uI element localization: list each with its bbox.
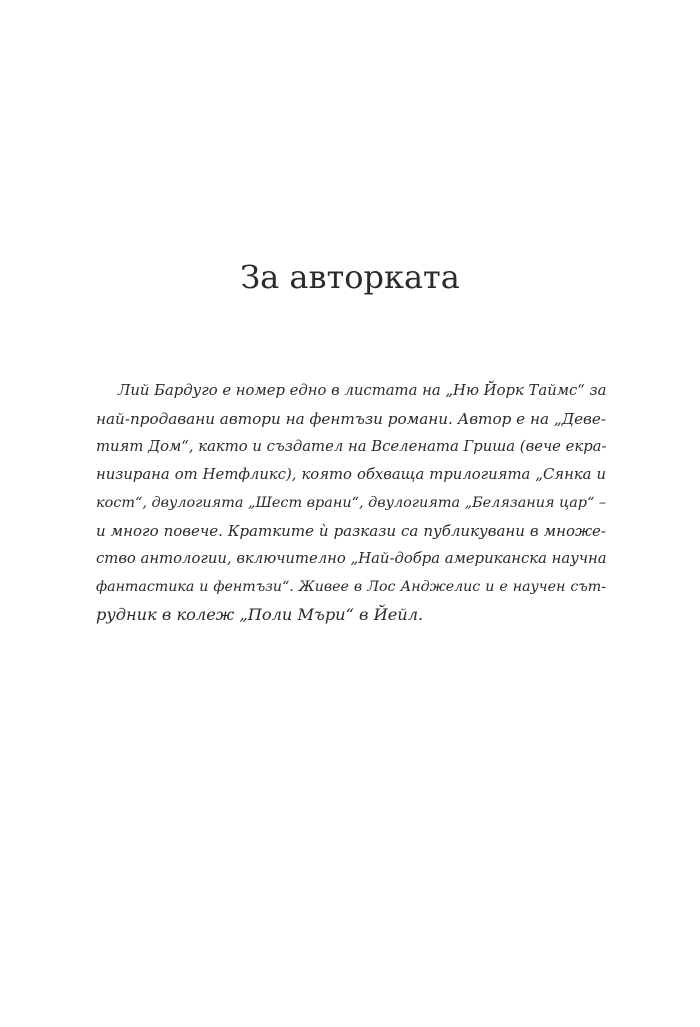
- bio-line: фантастика и фентъзи“. Живее в Лос Анджелис и е научен сът-: [96, 579, 606, 595]
- bio-line: низирана от Нетфликс), която обхваща трилогията „Сянка и: [96, 466, 606, 483]
- bio-line: и много повече. Кратките ѝ разкази са публикувани в множе-: [96, 522, 606, 540]
- page-title: За авторката: [240, 258, 460, 296]
- bio-line: кост“, двулогията „Шест врани“, двулогията „Белязания цар“ –: [96, 495, 607, 511]
- bio-line: най-продавани автори на фентъзи романи. Автор е на „Деве-: [96, 410, 607, 428]
- bio-line: тият Дом“, както и създател на Вселената Гриша (вече екра-: [96, 438, 607, 455]
- bio-line: Лий Бардуго е номер едно в листата на „Ню Йорк Таймс“ за: [118, 382, 607, 399]
- bio-line: ство антологии, включително „Най-добра американска научна: [96, 550, 607, 567]
- bio-line: рудник в колеж „Поли Мъри“ в Йейл.: [96, 605, 424, 624]
